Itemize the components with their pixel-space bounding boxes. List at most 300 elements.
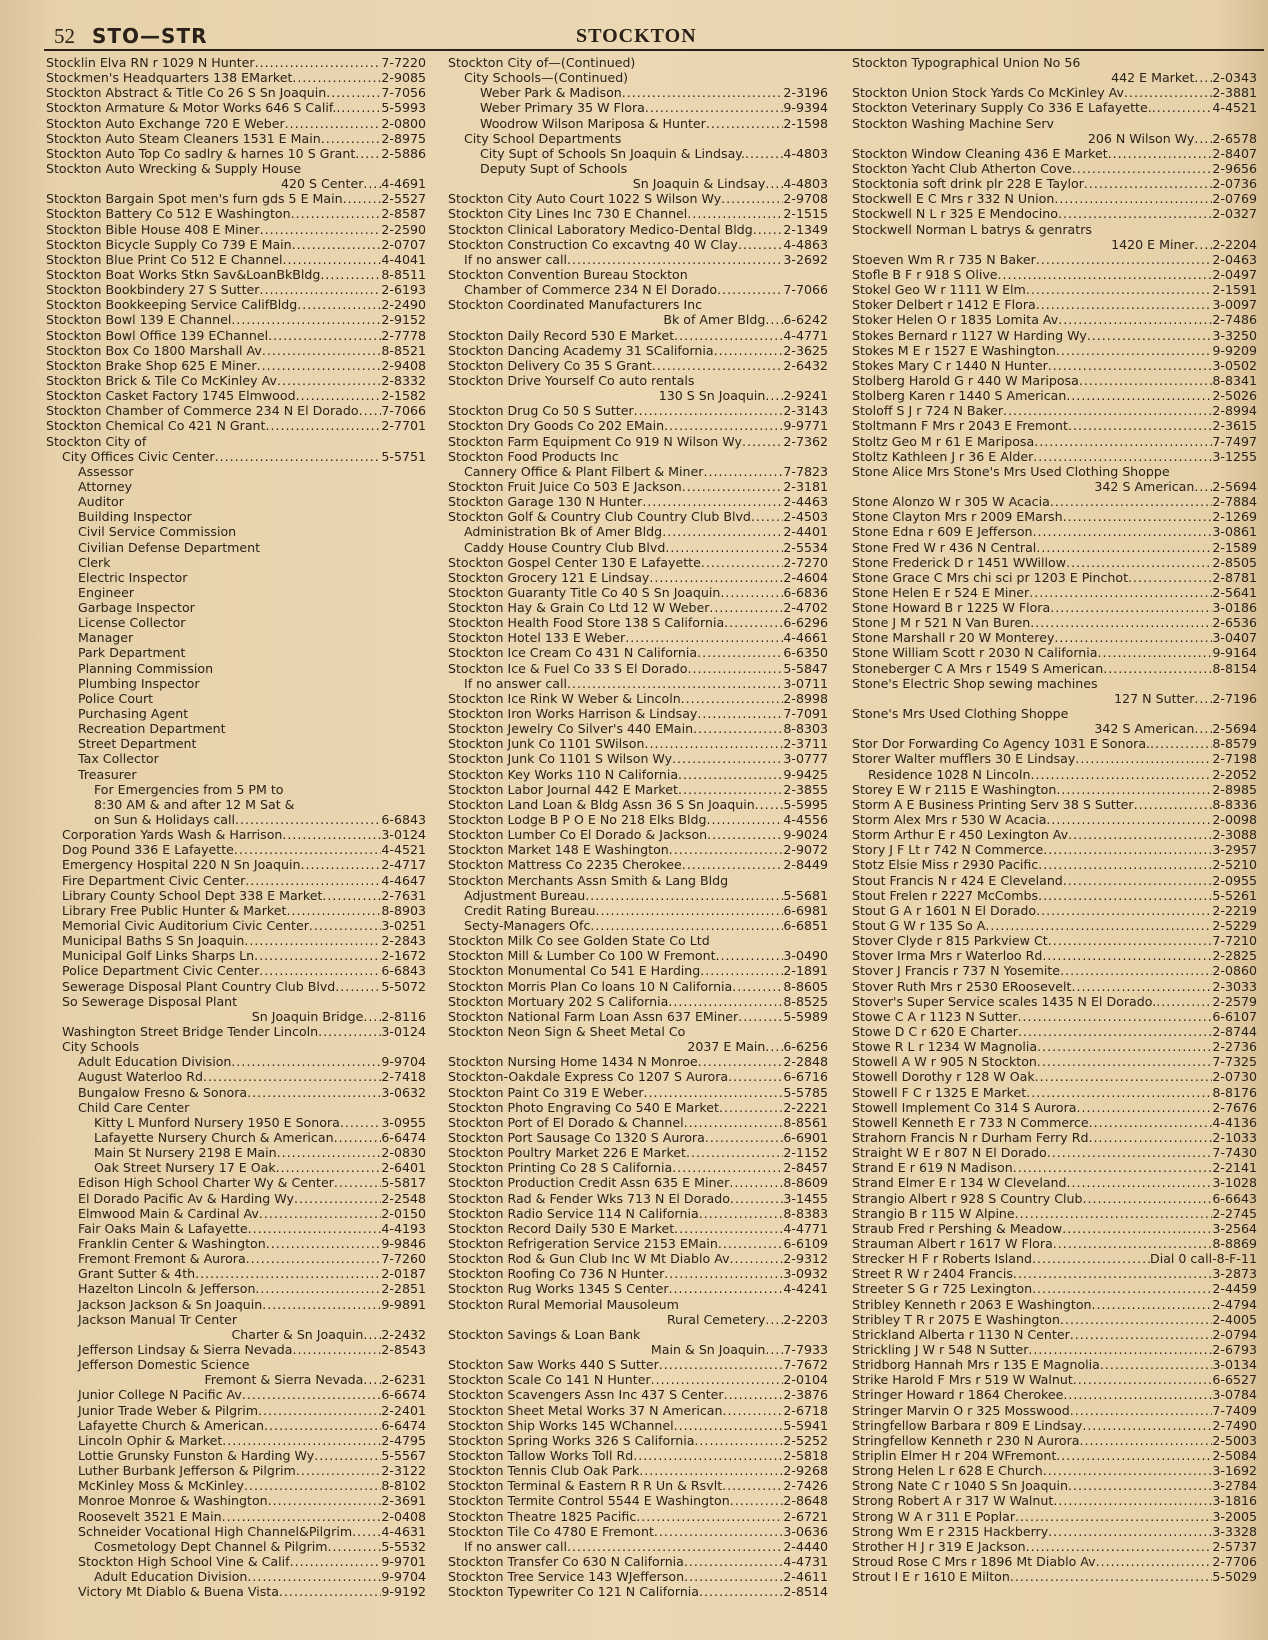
listing-name: Stringfellow Barbara r 809 E Lindsay xyxy=(852,1417,1083,1433)
listing-name: Stockton Bicycle Supply Co 739 E Main xyxy=(46,236,292,252)
leader-dots xyxy=(262,343,382,358)
leader-dots xyxy=(753,222,784,237)
listing-name: Stockton Hotel 133 E Weber xyxy=(448,630,626,646)
listing-name: Stockton Mortuary 202 S California xyxy=(448,993,669,1009)
listing-entry xyxy=(852,721,1257,736)
leader-dots xyxy=(1029,585,1212,600)
listing-entry xyxy=(448,555,828,570)
listing-entry xyxy=(448,540,828,555)
listing-name: Stockton Mill & Lumber Co 100 W Fremont xyxy=(448,948,716,964)
listing-entry xyxy=(448,1206,828,1221)
phone-number: 5-5751 xyxy=(381,448,426,464)
listing-entry xyxy=(448,1175,828,1190)
listing-entry xyxy=(448,979,828,994)
listing-heading xyxy=(46,464,426,479)
listing-name: Stor Dor Forwarding Co Agency 1031 E Sonora. xyxy=(852,736,1151,752)
leader-dots xyxy=(738,237,784,252)
listing-entry xyxy=(852,1175,1257,1190)
listing-entry xyxy=(46,403,426,418)
phone-number: 6-6716 xyxy=(783,1069,828,1085)
listing-name: Stockton Food Products Inc xyxy=(448,448,619,464)
listing-entry xyxy=(852,388,1257,403)
listing-name: Strong Wm E r 2315 Hackberry xyxy=(852,1523,1049,1539)
listing-entry xyxy=(852,1418,1257,1433)
phone-number: 2-5026 xyxy=(1212,388,1257,404)
leader-dots xyxy=(687,206,783,221)
listing-heading xyxy=(448,131,828,146)
listing-heading xyxy=(46,751,426,766)
phone-number: 4-4647 xyxy=(381,872,426,888)
phone-number: 2-9656 xyxy=(1212,160,1257,176)
phone-number: 2-5886 xyxy=(381,145,426,161)
leader-dots xyxy=(1043,842,1212,857)
listing-name: Stockton Blue Print Co 512 E Channel xyxy=(46,251,283,267)
leader-dots xyxy=(1070,1327,1213,1342)
leader-dots xyxy=(633,1448,783,1463)
listing-name: Oak Street Nursery 17 E Oak xyxy=(94,1160,276,1176)
listing-name: Stockton Production Credit Assn 635 E Miner xyxy=(448,1175,730,1191)
leader-dots xyxy=(722,1478,783,1493)
leader-dots xyxy=(686,1145,783,1160)
listing-entry xyxy=(852,1100,1257,1115)
phone-number: 2-2401 xyxy=(381,1402,426,1418)
leader-dots xyxy=(257,358,382,373)
leader-dots xyxy=(255,55,382,70)
listing-name: Strong W A r 311 E Poplar xyxy=(852,1508,1016,1524)
phone-number: 3-1255 xyxy=(1212,448,1257,464)
listing-entry xyxy=(448,721,828,736)
listing-name: Stockton Printing Co 28 S California xyxy=(448,1160,673,1176)
listing-entry xyxy=(46,418,426,433)
phone-number: 5-5567 xyxy=(381,1447,426,1463)
listing-name: Stringfellow Kenneth r 230 N Aurora xyxy=(852,1432,1080,1448)
leader-dots xyxy=(244,1478,381,1493)
listing-entry xyxy=(852,1160,1257,1175)
phone-number: 2-3876 xyxy=(783,1387,828,1403)
listing-entry xyxy=(448,600,828,615)
phone-number: 4-4556 xyxy=(783,812,828,828)
phone-number: 2-4463 xyxy=(783,494,828,510)
leader-dots xyxy=(321,131,382,146)
listing-name: Stockton City of—(Continued) xyxy=(448,55,636,70)
phone-number: 3-1692 xyxy=(1212,1463,1257,1479)
leader-dots xyxy=(1108,146,1213,161)
listing-heading xyxy=(46,645,426,660)
listing-heading xyxy=(46,540,426,555)
phone-number: 2-2736 xyxy=(1212,1039,1257,1055)
listing-name: Police Court xyxy=(78,690,154,706)
phone-number: 2-0104 xyxy=(783,1372,828,1388)
phone-number: 6-6643 xyxy=(1212,1190,1257,1206)
listing-name: Stone Fred W r 436 N Central xyxy=(852,539,1037,555)
phone-number: 2-8407 xyxy=(1212,145,1257,161)
listing-name: Stockwell E C Mrs r 332 N Union xyxy=(852,191,1055,207)
phone-number: 2-2219 xyxy=(1212,902,1257,918)
phone-number: 2-3181 xyxy=(783,478,828,494)
listing-entry xyxy=(852,1115,1257,1130)
phone-number: 3-1028 xyxy=(1212,1175,1257,1191)
listing-entry xyxy=(448,842,828,857)
listing-name: 442 E Market xyxy=(1111,70,1195,86)
listing-entry xyxy=(448,736,828,751)
listing-entry xyxy=(448,782,828,797)
leader-dots xyxy=(1018,1024,1212,1039)
listing-name: Stockton Brake Shop 625 E Miner xyxy=(46,357,257,373)
phone-number: 6-6107 xyxy=(1212,1008,1257,1024)
phone-number: 2-4440 xyxy=(783,1538,828,1554)
listing-name: Sewerage Disposal Plant Country Club Blvd xyxy=(62,978,336,994)
leader-dots xyxy=(318,1024,381,1039)
leader-dots xyxy=(706,812,783,827)
leader-dots xyxy=(730,1251,784,1266)
listing-name: Stone Edna r 609 E Jefferson xyxy=(852,524,1033,540)
listing-name: Stockton Dancing Academy 31 SCalifornia xyxy=(448,342,714,358)
leader-dots xyxy=(636,1509,783,1524)
listing-name: Recreation Department xyxy=(78,721,226,737)
listing-entry xyxy=(852,297,1257,312)
listing-name: Kitty L Munford Nursery 1950 E Sonora xyxy=(94,1114,340,1130)
listing-entry xyxy=(852,979,1257,994)
phone-number: Dial 0 call-8-F-11 xyxy=(1150,1251,1257,1267)
listing-entry xyxy=(448,1312,828,1327)
listing-name: Stockton Tree Service 143 WJefferson xyxy=(448,1569,685,1585)
listing-name: City Schools—(Continued) xyxy=(464,70,629,86)
listing-entry xyxy=(448,585,828,600)
listing-entry xyxy=(852,1493,1257,1508)
phone-number: 3-0636 xyxy=(783,1523,828,1539)
listing-name: Hazelton Lincoln & Jefferson xyxy=(78,1281,256,1297)
listing-entry xyxy=(46,1418,426,1433)
phone-number: 8-8511 xyxy=(381,266,426,282)
listing-entry xyxy=(448,358,828,373)
listing-name: Stockton Rod & Gun Club Inc W Mt Diablo Av xyxy=(448,1251,730,1267)
listing-entry xyxy=(852,1206,1257,1221)
leader-dots xyxy=(1037,1054,1213,1069)
listing-entry xyxy=(46,70,426,85)
listing-entry xyxy=(46,100,426,115)
leader-dots xyxy=(1038,857,1212,872)
leader-dots xyxy=(1060,963,1212,978)
listing-entry xyxy=(852,691,1257,706)
phone-number: 7-7091 xyxy=(783,706,828,722)
listing-name: Stowell Dorothy r 128 W Oak xyxy=(852,1069,1035,1085)
listing-entry xyxy=(448,1493,828,1508)
listing-entry xyxy=(46,1191,426,1206)
listing-entry xyxy=(852,1327,1257,1342)
listing-name: Lafayette Church & American xyxy=(78,1417,265,1433)
listing-heading xyxy=(46,736,426,751)
phone-number: 6-6836 xyxy=(783,584,828,600)
leader-dots xyxy=(1068,1478,1212,1493)
listing-heading xyxy=(448,1297,828,1312)
listing-name: Luther Burbank Jefferson & Pilgrim xyxy=(78,1463,296,1479)
listing-heading xyxy=(448,161,828,176)
phone-number: 2-3143 xyxy=(783,403,828,419)
listing-name: Stockwell N L r 325 E Mendocino xyxy=(852,206,1058,222)
listing-entry xyxy=(46,918,426,933)
phone-number: 8-8579 xyxy=(1212,736,1257,752)
phone-number: 2-2843 xyxy=(381,933,426,949)
phone-number: 2-9072 xyxy=(783,842,828,858)
listing-heading xyxy=(46,691,426,706)
leader-dots xyxy=(1053,1236,1213,1251)
listing-entry xyxy=(46,297,426,312)
listing-entry xyxy=(852,1221,1257,1236)
leader-dots xyxy=(259,963,381,978)
phone-number: 2-6231 xyxy=(381,1372,426,1388)
leader-dots xyxy=(567,1539,783,1554)
phone-number: 5-5785 xyxy=(783,1084,828,1100)
listing-name: Stringer Howard r 1864 Cherokee xyxy=(852,1387,1064,1403)
listing-entry xyxy=(448,857,828,872)
listing-name: Stone J M r 521 N Van Buren xyxy=(852,615,1031,631)
leader-dots xyxy=(697,706,783,721)
leader-dots xyxy=(1050,600,1212,615)
listing-name: Stolberg Harold G r 440 W Mariposa xyxy=(852,372,1079,388)
leader-dots xyxy=(296,1463,382,1478)
phone-number: 3-0955 xyxy=(381,1114,426,1130)
listing-entry xyxy=(448,1478,828,1493)
listing-name: Stockton Saw Works 440 S Sutter xyxy=(448,1357,659,1373)
phone-number: 2-7701 xyxy=(381,418,426,434)
listing-entry xyxy=(46,252,426,267)
leader-dots xyxy=(231,312,381,327)
phone-number: 2-4611 xyxy=(783,1569,828,1585)
leader-dots xyxy=(1043,1463,1213,1478)
listing-entry xyxy=(852,918,1257,933)
phone-number: 2-2052 xyxy=(1212,766,1257,782)
listing-heading xyxy=(448,933,828,948)
leader-dots xyxy=(1134,797,1213,812)
phone-number: 9-9704 xyxy=(381,1569,426,1585)
leader-dots xyxy=(1089,1130,1213,1145)
listing-name: Strahorn Francis N r Durham Ferry Rd xyxy=(852,1129,1089,1145)
listing-entry xyxy=(852,630,1257,645)
listing-entry xyxy=(46,1281,426,1296)
listing-name: License Collector xyxy=(78,615,186,631)
listing-entry xyxy=(46,903,426,918)
listing-name: Stockton Paint Co 319 E Weber xyxy=(448,1084,644,1100)
listing-entry xyxy=(448,1100,828,1115)
listing-entry xyxy=(852,570,1257,585)
phone-number: 2-1591 xyxy=(1212,282,1257,298)
phone-number: 3-0777 xyxy=(783,751,828,767)
leader-dots xyxy=(1079,373,1213,388)
phone-number: 9-9701 xyxy=(381,1553,426,1569)
listing-entry xyxy=(448,479,828,494)
listing-name: 2037 E Main xyxy=(687,1039,766,1055)
listing-name: Adjustment Bureau xyxy=(464,887,586,903)
listing-entry xyxy=(46,1493,426,1508)
leader-dots xyxy=(645,100,784,115)
leader-dots xyxy=(672,1160,783,1175)
listing-name: Stout G A r 1601 N El Dorado xyxy=(852,902,1037,918)
listing-name: Stockton Drug Co 50 S Sutter xyxy=(448,403,634,419)
phone-number: 2-3615 xyxy=(1212,418,1257,434)
listing-name: Stockton Tile Co 4780 E Fremont xyxy=(448,1523,654,1539)
listing-entry xyxy=(852,903,1257,918)
leader-dots xyxy=(700,963,783,978)
listing-entry xyxy=(852,751,1257,766)
leader-dots xyxy=(729,1175,783,1190)
listing-name: Main & Sn Joaquin xyxy=(650,1341,766,1357)
phone-number: 2-0150 xyxy=(381,1205,426,1221)
listing-entry xyxy=(852,1039,1257,1054)
phone-number: 2-0707 xyxy=(381,236,426,252)
leader-dots xyxy=(1082,1418,1212,1433)
listing-name: Victory Mt Diablo & Buena Vista xyxy=(78,1584,279,1600)
leader-dots xyxy=(567,252,783,267)
listing-name: Stockton Ice Cream Co 431 N California xyxy=(448,645,698,661)
listing-name: Stocklin Elva RN r 1029 N Hunter xyxy=(46,55,255,70)
listing-entry xyxy=(46,388,426,403)
phone-number: 2-2204 xyxy=(1212,236,1257,252)
listing-name: Stockton Fruit Juice Co 503 E Jackson xyxy=(448,478,682,494)
listing-entry xyxy=(448,343,828,358)
phone-number: 8-8869 xyxy=(1212,1235,1257,1251)
phone-number: 2-4005 xyxy=(1212,1311,1257,1327)
phone-number: 3-2873 xyxy=(1212,1266,1257,1282)
listing-name: Stockton Bowl 139 E Channel xyxy=(46,312,232,328)
listing-entry xyxy=(46,1206,426,1221)
listing-entry xyxy=(46,1009,426,1024)
leader-dots xyxy=(1026,282,1213,297)
listing-name: Stockton Washing Machine Serv xyxy=(852,115,1054,131)
listing-name: Stockton Union Stock Yards Co McKinley Av xyxy=(852,85,1124,101)
leader-dots xyxy=(259,282,381,297)
listing-entry xyxy=(852,1069,1257,1084)
listing-name: Purchasing Agent xyxy=(78,706,189,722)
listing-name: Street Department xyxy=(78,736,197,752)
listing-entry xyxy=(448,206,828,221)
leader-dots xyxy=(215,449,382,464)
phone-number: 2-1033 xyxy=(1212,1129,1257,1145)
listing-entry xyxy=(448,645,828,660)
listing-name: Stockton Coordinated Manufacturers Inc xyxy=(448,297,703,313)
listing-entry xyxy=(448,1342,828,1357)
phone-number: 2-8975 xyxy=(381,130,426,146)
listing-entry xyxy=(46,1175,426,1190)
listing-name: Stockton Grocery 121 E Lindsay xyxy=(448,569,650,585)
listing-name: Caddy House Country Club Blvd xyxy=(464,539,666,555)
listing-name: Stoltz Geo M r 61 E Mariposa xyxy=(852,433,1035,449)
listing-entry xyxy=(852,540,1257,555)
listing-entry xyxy=(852,312,1257,327)
phone-number: 2-7490 xyxy=(1212,1417,1257,1433)
leader-dots xyxy=(254,948,381,963)
listing-entry xyxy=(852,948,1257,963)
listing-name: Stockton Savings & Loan Bank xyxy=(448,1326,641,1342)
leader-dots xyxy=(1080,1433,1213,1448)
listing-name: If no answer call xyxy=(464,1538,567,1554)
listing-name: Washington Street Bridge Tender Lincoln xyxy=(62,1024,319,1039)
listing-name: Stockton-Oakdale Express Co 1207 S Aurora xyxy=(448,1069,729,1085)
listing-entry xyxy=(448,434,828,449)
listing-heading xyxy=(46,615,426,630)
phone-number: 5-5941 xyxy=(783,1417,828,1433)
leader-dots xyxy=(1048,358,1213,373)
leader-dots xyxy=(1128,570,1212,585)
listing-entry xyxy=(46,1342,426,1357)
listing-entry xyxy=(448,1524,828,1539)
phone-number: 3-0134 xyxy=(1212,1357,1257,1373)
leader-dots xyxy=(693,721,783,736)
listing-heading xyxy=(46,1357,426,1372)
leader-dots xyxy=(719,1100,783,1115)
listing-name: Strong Helen L r 628 E Church xyxy=(852,1463,1043,1479)
listing-name: Jackson Jackson & Sn Joaquin xyxy=(78,1296,263,1312)
leader-dots xyxy=(1150,736,1212,751)
listing-entry xyxy=(852,555,1257,570)
phone-number: 2-2590 xyxy=(381,221,426,237)
listing-name: 342 S American xyxy=(1094,721,1195,737)
listing-name: Administration Bk of Amer Bldg xyxy=(464,524,663,540)
listing-heading xyxy=(46,994,426,1009)
listing-name: Auditor xyxy=(78,494,124,510)
listing-entry xyxy=(46,948,426,963)
phone-number: 5-5029 xyxy=(1212,1569,1257,1585)
leader-dots xyxy=(363,176,381,191)
listing-entry xyxy=(852,237,1257,252)
leader-dots xyxy=(732,979,783,994)
phone-number: 2-3196 xyxy=(783,85,828,101)
phone-number: 2-4795 xyxy=(381,1432,426,1448)
listing-heading xyxy=(448,1024,828,1039)
listing-name: Stribley Kenneth r 2063 E Washington xyxy=(852,1296,1092,1312)
phone-number: 2-5210 xyxy=(1212,857,1257,873)
listing-name: Stockton Key Works 110 N California xyxy=(448,766,679,782)
leader-dots xyxy=(672,751,783,766)
phone-number: 2-5252 xyxy=(783,1432,828,1448)
listing-name: Manager xyxy=(78,630,134,646)
listing-entry xyxy=(448,191,828,206)
leader-dots xyxy=(765,388,783,403)
listing-entry xyxy=(46,191,426,206)
listing-entry xyxy=(852,252,1257,267)
listing-entry xyxy=(46,1145,426,1160)
leader-dots xyxy=(765,1312,783,1327)
listing-name: Strout I E r 1610 E Milton xyxy=(852,1569,1010,1585)
phone-number: 2-8587 xyxy=(381,206,426,222)
listing-name: Roosevelt 3521 E Main xyxy=(78,1508,222,1524)
listing-entry xyxy=(852,661,1257,676)
listing-entry xyxy=(852,206,1257,221)
listing-name: Stockton Spring Works 326 S California xyxy=(448,1432,695,1448)
listing-entry xyxy=(448,403,828,418)
leader-dots xyxy=(231,1054,381,1069)
listing-name: Attorney xyxy=(78,478,133,494)
leader-dots xyxy=(1087,328,1213,343)
phone-number: 2-5737 xyxy=(1212,1538,1257,1554)
leader-dots xyxy=(1084,176,1212,191)
listing-name: Stockton Morris Plan Co loans 10 N California xyxy=(448,978,733,994)
listing-entry xyxy=(852,524,1257,539)
listing-entry xyxy=(448,630,828,645)
listing-name: Adult Education Division xyxy=(78,1054,232,1070)
listing-name: Bungalow Fresno & Sonora xyxy=(78,1084,248,1100)
listing-name: Weber Park & Madison xyxy=(480,85,622,101)
leader-dots xyxy=(699,1584,783,1599)
phone-number: 2-5527 xyxy=(381,191,426,207)
leader-dots xyxy=(1028,1342,1212,1357)
listing-name: Lincoln Ophir & Market xyxy=(78,1432,223,1448)
listing-entry xyxy=(448,494,828,509)
phone-number: 7-7325 xyxy=(1212,1054,1257,1070)
leader-dots xyxy=(242,1387,382,1402)
listing-entry xyxy=(448,252,828,267)
leader-dots xyxy=(292,70,381,85)
listing-entry xyxy=(46,176,426,191)
